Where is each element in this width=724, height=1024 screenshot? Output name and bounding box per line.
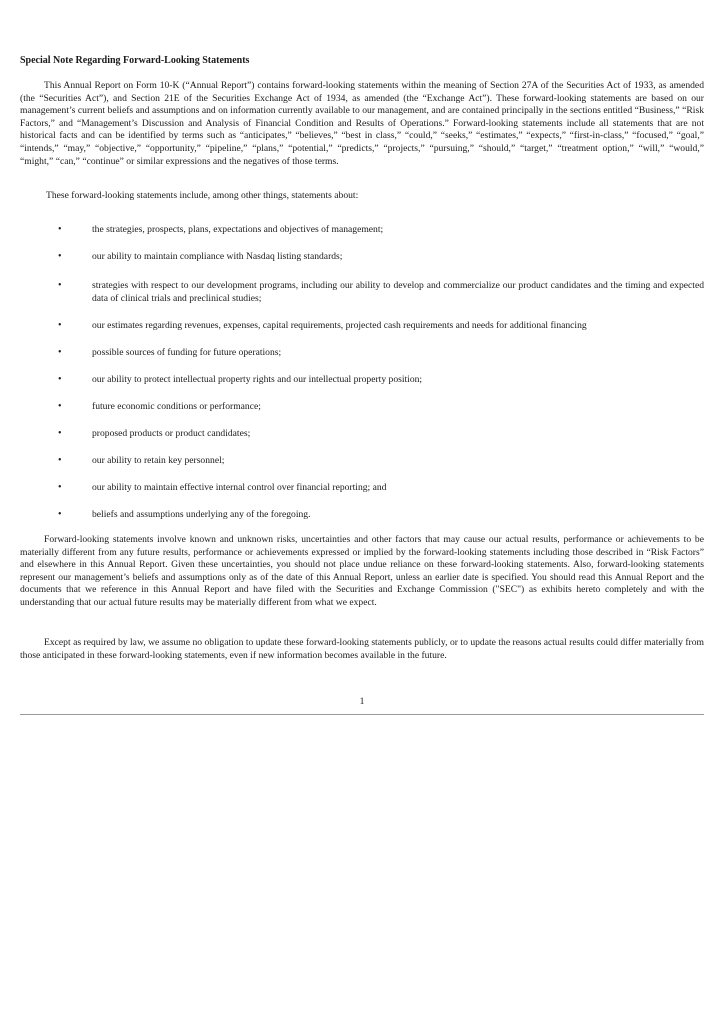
obligation-paragraph: Except as required by law, we assume no obligation to update these forward-looking statements publicly, or to update the reasons actual results could differ materially from those anticipated in these forward-looking statements, even if new information becomes available in the future. — [20, 637, 704, 661]
list-item-text: our ability to retain key personnel; — [92, 455, 225, 466]
list-item-text: possible sources of funding for future operations; — [92, 347, 282, 358]
list-item-text: strategies with respect to our development programs, including our ability to develop and commercialize our product candidates and the timing and expected data of clinical trials and preclinical studies; — [92, 280, 704, 304]
list-item-text: our estimates regarding revenues, expenses, capital requirements, projected cash requirements and needs for additional financing — [92, 320, 587, 331]
list-intro-text: These forward-looking statements include, among other things, statements about: — [46, 190, 359, 201]
page-divider — [20, 714, 704, 715]
list-item-text: beliefs and assumptions underlying any of the foregoing. — [92, 509, 311, 520]
bullet-icon: • — [58, 428, 62, 439]
list-item-text: the strategies, prospects, plans, expectations and objectives of management; — [92, 224, 384, 235]
bullet-icon: • — [58, 455, 62, 466]
bullet-icon: • — [58, 401, 62, 412]
bullet-icon: • — [58, 251, 62, 262]
section-heading: Special Note Regarding Forward-Looking Statements — [20, 55, 250, 66]
list-item-text: our ability to maintain effective internal control over financial reporting; and — [92, 482, 387, 493]
intro-paragraph: This Annual Report on Form 10-K (“Annual Report”) contains forward-looking statements within the meaning of Section 27A of the Securities Act of 1933, as amended (the “Securities Act”), and Section 21E of the Securities Exchange Act of 1934, as amended (the “Exchange Act”). These forward-looking statements are based on our management’s current beliefs and assumptions and on information currently available to our management, and are contained principally in the sections entitled “Business,” “Risk Factors,” and “Management’s Discussion and Analysis of Financial Condition and Results of Operations.” Forward-looking statements include all statements that are not historical facts and can be identified by terms such as “anticipates,” “believes,” “best in class,” “could,” “seeks,” “estimates,” “expects,” “first-in-class,” “focused,” “goal,” “intends,” “may,” “objective,” “opportunity,” “pipeline,” “plans,” “potential,” “predicts,” “projects,” “pursuing,” “should,” “target,” “treatment option,” “will,” “would,” “might,” “can,” “continue” or similar expressions and the negatives of those terms. — [20, 80, 704, 167]
bullet-icon: • — [58, 509, 62, 520]
list-item-text: our ability to protect intellectual property rights and our intellectual property position; — [92, 374, 423, 385]
page-number: 1 — [359, 696, 365, 707]
bullet-icon: • — [58, 347, 62, 358]
risk-paragraph: Forward-looking statements involve known and unknown risks, uncertainties and other factors that may cause our actual results, performance or achievements to be materially different from any future results, performance or achievements expressed or implied by the forward-looking statements including those described in “Risk Factors” and elsewhere in this Annual Report. Given these uncertainties, you should not place undue reliance on these forward-looking statements. Also, forward-looking statements represent our management’s beliefs and assumptions only as of the date of this Annual Report, unless an earlier date is specified. You should read this Annual Report and the documents that we reference in this Annual Report and have filed with the Securities and Exchange Commission ("SEC") as exhibits hereto completely and with the understanding that our actual future results may be materially different from what we expect. — [20, 534, 704, 608]
list-item-text: future economic conditions or performance; — [92, 401, 261, 412]
bullet-icon: • — [58, 280, 62, 291]
list-item-text: proposed products or product candidates; — [92, 428, 251, 439]
list-item-text: our ability to maintain compliance with Nasdaq listing standards; — [92, 251, 343, 262]
bullet-icon: • — [58, 374, 62, 385]
bullet-icon: • — [58, 224, 62, 235]
bullet-icon: • — [58, 320, 62, 331]
bullet-icon: • — [58, 482, 62, 493]
